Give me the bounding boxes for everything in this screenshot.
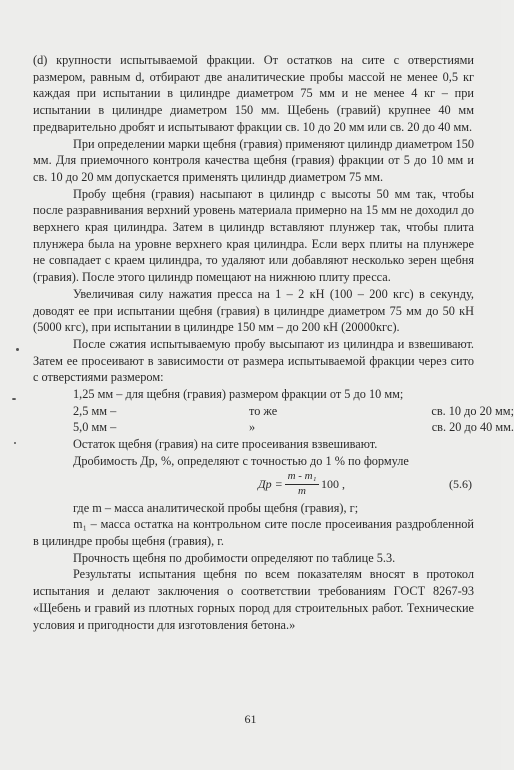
formula-multiplier: 100 ,	[321, 476, 345, 491]
scan-speck	[16, 348, 19, 351]
page-number: 61	[244, 712, 257, 726]
paragraph: После сжатия испытываемую пробу высыпают из цилиндра и взвешивают. Затем ее просеивают в зависимости от размера испытываемой фракции через сито с отверстиями размером:	[33, 336, 474, 385]
fraction-range: св. 20 до 40 мм.	[431, 420, 514, 435]
paragraph: Прочность щебня по дробимости определяют по таблице 5.3.	[73, 550, 396, 565]
formula-block	[33, 470, 474, 500]
formula-lhs: Др =	[258, 476, 283, 491]
formula-fraction	[285, 470, 319, 498]
paragraph: где m – масса аналитической пробы щебня (гравия), г;	[73, 500, 359, 515]
fraction-range: св. 10 до 20 мм;	[431, 403, 514, 418]
paragraph: Остаток щебня (гравия) на сите просеивания взвешивают.	[73, 437, 378, 452]
paragraph: Пробу щебня (гравия) насыпают в цилиндр с высоты 50 мм так, чтобы после разравнивания верхний уровень материала примерно на 15 мм не доходил до верхнего края цилиндра. Затем в цилиндр вставляют плунжер так, чтобы плита плунжера была на уровне верхнего края цилиндра. Если верх плиты на плунжере не совпадает с краем цилиндра, то удаляют или добавляют несколько зерен щебня (гравия). После этого цилиндр помещают на нижнюю плиту пресса.	[33, 186, 474, 285]
sieve-size: 2,5 мм –	[73, 403, 117, 418]
sieve-list-item	[33, 403, 514, 420]
formula-number: (5.6)	[449, 476, 472, 491]
body-text	[33, 52, 514, 633]
paragraph: Увеличивая силу нажатия пресса на 1 – 2 кН (100 – 200 кгс) в секунду, доводят ее при испытании щебня (гравия) в цилиндре диаметром 75 мм до 50 кН (5000 кгс), при испытании в цилиндре 150 мм – до 200 кН (20000кгс).	[33, 286, 474, 335]
paragraph: Дробимость Др, %, определяют с точностью до 1 % по формуле	[73, 453, 409, 468]
ditto-mark: то же	[249, 403, 278, 418]
scan-speck	[14, 442, 16, 444]
paragraph: m₁ – масса остатка на контрольном сите после просеивания раздробленной в цилиндре пробы щебня (гравия), г.	[33, 517, 474, 548]
ditto-mark: »	[249, 420, 256, 435]
sieve-size: 5,0 мм –	[73, 420, 117, 435]
sieve-list-item: 1,25 мм – для щебня (гравия) размером фракции от 5 до 10 мм;	[73, 387, 404, 402]
scan-speck	[12, 398, 16, 400]
sieve-list-item	[33, 419, 514, 436]
paragraph: (d) крупности испытываемой фракции. От остатков на сите с отверстиями размером, равным d, отбирают две аналитические пробы массой не менее 0,5 кг каждая при испытании в цилиндре диаметром 75 мм и не менее 4 кг – при испытании в цилиндре диаметром 150 мм. Щебень (гравий) крупнее 40 мм предварительно дробят и испытывают фракции св. 10 до 20 мм или св. 20 до 40 мм.	[33, 53, 474, 134]
formula-numerator: m - m₁	[285, 470, 319, 485]
paragraph: При определении марки щебня (гравия) применяют цилиндр диаметром 150 мм. Для приемочного контроля качества щебня (гравия) фракции от 5 до 10 мм и св. 10 до 20 мм допускается применять цилиндр диаметром 75 мм.	[33, 136, 474, 184]
formula-denominator: m	[298, 484, 306, 497]
paragraph: Результаты испытания щебня по всем показателям вносят в протокол испытания и делают заключения о соответствии требованиям ГОСТ 8267-93 «Щебень и гравий из плотных горных пород для строительных работ. Технические условия и пригодности для изготовления бетона.»	[33, 567, 474, 632]
